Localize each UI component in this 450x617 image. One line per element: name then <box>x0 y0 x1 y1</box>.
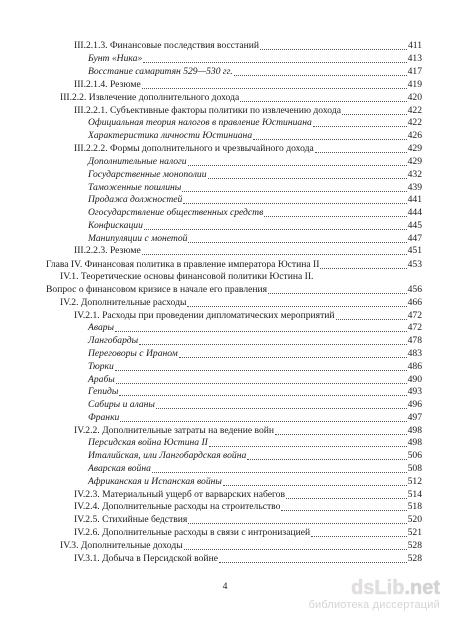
toc-entry-title: Вопрос о финансовом кризисе в начале его правления <box>46 284 268 295</box>
toc-entry-page: 420 <box>407 92 422 103</box>
toc-entry <box>74 79 422 91</box>
toc-entry-leader <box>152 471 407 473</box>
toc-entry-leader <box>264 215 406 217</box>
toc-entry-title: IV.2. Дополнительные расходы <box>60 297 187 308</box>
toc-entry-leader <box>183 202 406 204</box>
toc-entry-page: 417 <box>407 66 422 77</box>
toc-entry-title: III.2.2.2. Формы дополнительного и чрезвычайного дохода <box>74 143 314 154</box>
toc-entry-page: 486 <box>407 361 422 372</box>
toc-entry <box>88 463 422 475</box>
toc-entry-page: 422 <box>407 117 422 128</box>
toc-entry <box>74 40 422 52</box>
toc-entry-title: Персидская война Юстина II <box>88 437 208 448</box>
toc-entry-leader <box>268 292 407 294</box>
toc-entry-title: Арабы <box>88 374 115 385</box>
toc-entry-page: 439 <box>407 182 422 193</box>
watermark-subtitle: библиотека диссертаций <box>308 599 440 611</box>
toc-entry-page: 466 <box>407 297 422 308</box>
toc-entry <box>74 553 422 565</box>
toc-entry-page: 472 <box>407 310 422 321</box>
toc-entry <box>74 514 422 526</box>
toc-entry <box>88 348 422 360</box>
toc-entry-page: 413 <box>407 53 422 64</box>
toc-entry-page: 521 <box>407 527 422 538</box>
toc-entry-title: Глава IV. Финансовая политика в правление императора Юстина II <box>46 259 320 270</box>
toc-entry-leader <box>115 369 407 371</box>
toc-entry-page: 411 <box>407 40 422 51</box>
toc-entry-leader <box>182 190 406 192</box>
toc-entry-title: Таможенные пошлины <box>88 182 182 193</box>
toc-entry-page: 497 <box>407 412 422 423</box>
toc-entry-title: Аварская война <box>88 463 151 474</box>
toc-entry-title: IV.2.1. Расходы при проведении дипломатических мероприятий <box>74 310 335 321</box>
toc-entry-leader <box>139 343 406 345</box>
toc-entry <box>74 425 422 437</box>
toc-entry-leader <box>116 382 407 384</box>
toc-entry-leader <box>223 484 407 486</box>
toc-entry <box>88 412 422 424</box>
toc-entry-page: 520 <box>407 514 422 525</box>
toc-entry-leader <box>234 74 407 76</box>
toc-entry-page: 518 <box>407 501 422 512</box>
toc-entry <box>88 386 422 398</box>
toc-entry-page: 432 <box>407 169 422 180</box>
toc-entry-title: Огосударствление общественных средств <box>88 207 264 218</box>
toc-entry-page: 429 <box>407 143 422 154</box>
toc-entry-title: IV.1. Теоретические основы финансовой политики Юстина II. <box>60 271 314 282</box>
toc-entry-page: 472 <box>407 322 422 333</box>
toc-entry-title: III.2.1.3. Финансовые последствия восстаний <box>74 40 260 51</box>
toc-entry-page: 496 <box>407 399 422 410</box>
toc-entry-leader <box>281 509 406 511</box>
toc-entry <box>88 117 422 129</box>
toc-entry-title: Гепиды <box>88 386 119 397</box>
toc-entry-leader <box>179 356 407 358</box>
toc-entry-page: 441 <box>407 194 422 205</box>
toc-entry-page: 506 <box>407 450 422 461</box>
toc-entry-page: 445 <box>407 220 422 231</box>
toc-entry-leader <box>253 138 406 140</box>
toc-entry-title: Манипуляции с монетой <box>88 233 188 244</box>
toc-entry-leader <box>320 267 406 269</box>
toc-entry-leader <box>142 253 407 255</box>
toc-entry-leader <box>208 177 407 179</box>
watermark-logo-part1: dsLib <box>351 577 405 599</box>
toc-entry-page: 512 <box>407 476 422 487</box>
toc-entry-title: Дополнительные налоги <box>88 156 187 167</box>
toc-entry-page: 490 <box>407 374 422 385</box>
toc-entry-title: IV.2.5. Стихийные бедствия <box>74 514 188 525</box>
toc-entry-page: 426 <box>407 130 422 141</box>
toc-entry-leader <box>120 420 406 422</box>
toc-entry-title: Италийская, или Лангобардская война <box>88 450 247 461</box>
watermark-logo-part2: .net <box>404 577 440 599</box>
toc-entry-leader <box>115 330 407 332</box>
toc-entry <box>88 53 422 65</box>
toc-entry-leader <box>209 445 407 447</box>
toc-entry-page: 478 <box>407 335 422 346</box>
toc-entry-page: 422 <box>407 105 422 116</box>
toc-entry-leader <box>247 458 406 460</box>
toc-entry <box>88 437 422 449</box>
toc-entry-leader <box>119 394 406 396</box>
toc-entry-title: Франки <box>88 412 120 423</box>
toc-entry-title: Авары <box>88 322 115 333</box>
toc-entry <box>88 450 422 462</box>
toc-entry <box>88 476 422 488</box>
toc-entry-leader <box>144 228 407 230</box>
toc-entry-page: 498 <box>407 437 422 448</box>
toc-entry <box>60 540 422 552</box>
toc-entry-leader <box>286 497 407 499</box>
toc-entry <box>88 335 422 347</box>
toc-entry-title: Сабиры и аланы <box>88 399 155 410</box>
toc-entry-title: IV.2.3. Материальный ущерб от варварских набегов <box>74 489 285 500</box>
toc-entry-title: IV.2.6. Дополнительные расходы в связи с интронизацией <box>74 527 311 538</box>
toc-entry <box>88 169 422 181</box>
toc-entry <box>74 310 422 322</box>
toc-entry-page: 514 <box>407 489 422 500</box>
toc-entry-leader <box>184 548 407 550</box>
toc-entry-title: Продажа должностей <box>88 194 183 205</box>
toc-entry-leader <box>315 151 407 153</box>
toc-entry-leader <box>187 305 406 307</box>
toc-entry <box>88 399 422 411</box>
toc-entry-title: IV.2.4. Дополнительные расходы на строительство <box>74 501 281 512</box>
toc-entry-leader <box>188 164 407 166</box>
toc-entry-title: IV.3. Дополнительные доходы <box>60 540 183 551</box>
toc-entry-page: 447 <box>407 233 422 244</box>
toc-entry-page: 451 <box>407 245 422 256</box>
toc-entry-leader <box>240 100 406 102</box>
toc-entry-page: 483 <box>407 348 422 359</box>
toc-entry-page: 498 <box>407 425 422 436</box>
toc-entry <box>88 156 422 168</box>
toc-entry <box>74 143 422 155</box>
toc-entry-title: Характеристика личности Юстиниана <box>88 130 253 141</box>
toc-entry <box>88 233 422 245</box>
toc-entry-leader <box>143 61 406 63</box>
toc-entry-title: Официальная теория налогов в правление Юстиниана <box>88 117 312 128</box>
toc-entry-title: IV.3.1. Добыча в Персидской войне <box>74 553 218 564</box>
toc-entry-leader <box>142 87 407 89</box>
toc-entry-title: IV.2.2. Дополнительные затраты на ведение войн <box>74 425 275 436</box>
toc-entry-title: Бунт «Ника» <box>88 53 143 64</box>
toc-entry-page: 419 <box>407 79 422 90</box>
toc-entry <box>74 245 422 257</box>
toc-entry-title: Государственные монополии <box>88 169 207 180</box>
toc-entry <box>88 220 422 232</box>
toc-entry-leader <box>336 318 407 320</box>
toc-entry <box>60 92 422 104</box>
toc-entry <box>88 322 422 334</box>
toc-entry-leader <box>311 535 406 537</box>
toc-entry <box>88 361 422 373</box>
toc-entry-leader <box>275 433 407 435</box>
toc-entry <box>74 527 422 539</box>
toc-entry <box>88 130 422 142</box>
toc-entry <box>88 182 422 194</box>
toc-entry <box>60 271 360 283</box>
toc-entry-leader <box>342 113 407 115</box>
toc-entry-page: 456 <box>407 284 422 295</box>
toc-entry-title: Африканская и Испанская войны <box>88 476 222 487</box>
toc-entry-title: III.2.2.1. Субъективные факторы политики по извлечению дохода <box>74 105 341 116</box>
toc-entry-page: 508 <box>407 463 422 474</box>
toc-entry <box>74 501 422 513</box>
toc-entry-leader <box>219 561 407 563</box>
toc-entry-page: 493 <box>407 386 422 397</box>
toc-entry-page: 444 <box>407 207 422 218</box>
toc-entry-page: 453 <box>407 259 422 270</box>
toc-entry-page: 528 <box>407 540 422 551</box>
toc-entry-title: Тюрки <box>88 361 114 372</box>
toc-entry-title: Переговоры с Ираном <box>88 348 178 359</box>
toc-entry-page: 528 <box>407 553 422 564</box>
toc-entry-page: 429 <box>407 156 422 167</box>
toc-entry-leader <box>156 407 407 409</box>
toc-entry <box>88 194 422 206</box>
toc-entry-leader <box>260 48 407 50</box>
toc-entry <box>88 207 422 219</box>
toc-entry-title: III.2.1.4. Резюме <box>74 79 141 90</box>
toc-entry <box>74 105 422 117</box>
page-number: 4 <box>222 581 228 592</box>
toc-entry-leader <box>188 522 406 524</box>
toc-entry <box>74 489 422 501</box>
watermark <box>308 578 440 612</box>
toc-entry <box>60 297 422 309</box>
toc-entry <box>46 259 422 271</box>
watermark-logo <box>308 578 440 598</box>
toc-entry-leader <box>313 125 407 127</box>
toc-entry-title: III.2.2. Извлечение дополнительного дохода <box>60 92 240 103</box>
toc-entry-title: Лангобарды <box>88 335 139 346</box>
toc-entry <box>88 374 422 386</box>
toc-entry-title: Восстание самаритян 529—530 гг. <box>88 66 233 77</box>
toc-entry-title: III.2.2.3. Резюме <box>74 245 141 256</box>
toc-entry-title: Конфискации <box>88 220 143 231</box>
toc-entry <box>88 66 422 78</box>
toc-entry <box>46 284 422 296</box>
toc-entry-leader <box>188 241 406 243</box>
